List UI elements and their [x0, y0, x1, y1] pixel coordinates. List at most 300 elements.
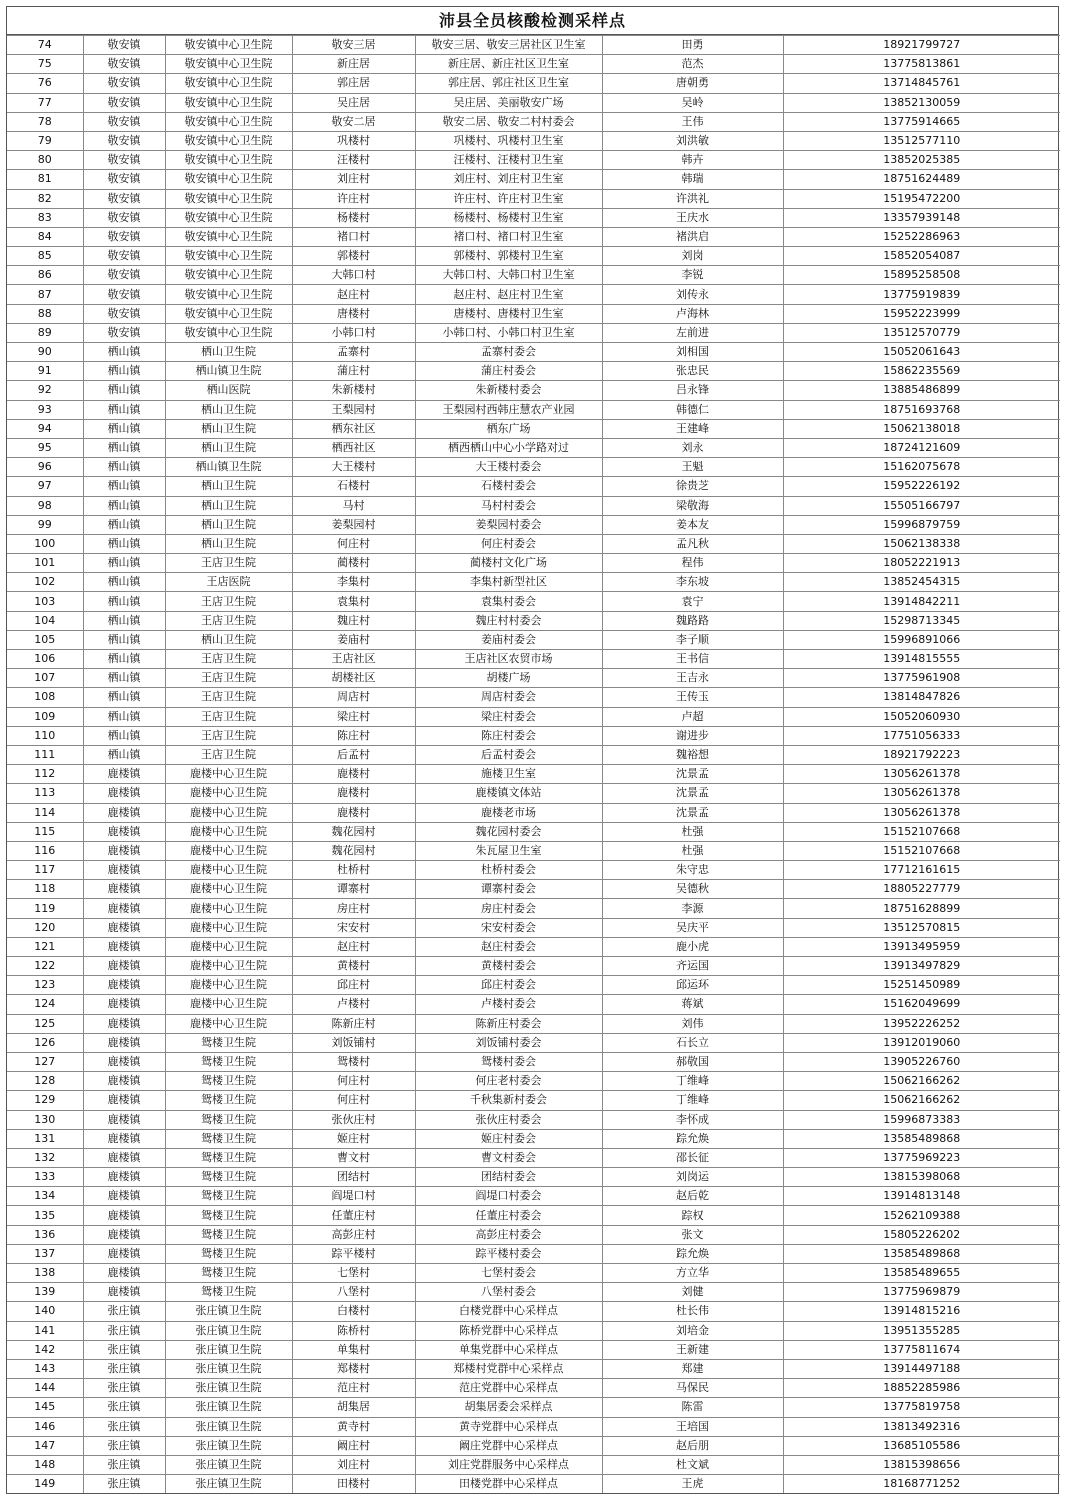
row-number-cell: 91: [7, 362, 83, 381]
sampling-site-cell: 小韩口村、小韩口村卫生室: [415, 323, 602, 342]
town-cell: 鹿楼镇: [83, 841, 165, 860]
sampling-site-cell: 踪平楼村委会: [415, 1244, 602, 1263]
hospital-cell: 鹿楼中心卫生院: [165, 995, 292, 1014]
row-number-cell: 85: [7, 247, 83, 266]
table-row: [7, 362, 1060, 381]
hospital-cell: 栖山卫生院: [165, 515, 292, 534]
contact-person-cell: 张忠民: [602, 362, 783, 381]
table-row: [7, 1052, 1060, 1071]
village-cell: 王店社区: [292, 650, 415, 669]
phone-cell: 13775919839: [783, 285, 1060, 304]
phone-cell: 13905226760: [783, 1052, 1060, 1071]
table-row: [7, 611, 1060, 630]
contact-person-cell: 魏路路: [602, 611, 783, 630]
hospital-cell: 王店卫生院: [165, 726, 292, 745]
town-cell: 鹿楼镇: [83, 1168, 165, 1187]
hospital-cell: 敬安镇中心卫生院: [165, 285, 292, 304]
table-row: [7, 477, 1060, 496]
sampling-site-cell: 姜庙村委会: [415, 630, 602, 649]
town-cell: 敬安镇: [83, 93, 165, 112]
hospital-cell: 鹿楼中心卫生院: [165, 803, 292, 822]
sampling-site-cell: 姜梨园村委会: [415, 515, 602, 534]
row-number-cell: 133: [7, 1168, 83, 1187]
village-cell: 姜庙村: [292, 630, 415, 649]
contact-person-cell: 踪权: [602, 1206, 783, 1225]
contact-person-cell: 刘伟: [602, 1014, 783, 1033]
hospital-cell: 栖山卫生院: [165, 477, 292, 496]
hospital-cell: 敬安镇中心卫生院: [165, 247, 292, 266]
town-cell: 鹿楼镇: [83, 765, 165, 784]
village-cell: 魏花园村: [292, 822, 415, 841]
sampling-site-cell: 谭寨村委会: [415, 880, 602, 899]
hospital-cell: 张庄镇卫生院: [165, 1455, 292, 1474]
town-cell: 鹿楼镇: [83, 1110, 165, 1129]
town-cell: 鹿楼镇: [83, 1225, 165, 1244]
phone-cell: 18168771252: [783, 1475, 1060, 1494]
hospital-cell: 鸳楼卫生院: [165, 1244, 292, 1263]
town-cell: 敬安镇: [83, 189, 165, 208]
phone-cell: 13056261378: [783, 784, 1060, 803]
phone-cell: 15062166262: [783, 1072, 1060, 1091]
contact-person-cell: 沈景孟: [602, 784, 783, 803]
sampling-site-cell: 姬庄村委会: [415, 1129, 602, 1148]
village-cell: 陈庄村: [292, 726, 415, 745]
sampling-site-cell: 孟寨村委会: [415, 343, 602, 362]
contact-person-cell: 王魁: [602, 458, 783, 477]
phone-cell: 13951355285: [783, 1321, 1060, 1340]
village-cell: 吴庄居: [292, 93, 415, 112]
phone-cell: 15852054087: [783, 247, 1060, 266]
phone-cell: 15062166262: [783, 1091, 1060, 1110]
phone-cell: 18052221913: [783, 554, 1060, 573]
table-row: [7, 707, 1060, 726]
sampling-site-cell: 唐楼村、唐楼村卫生室: [415, 304, 602, 323]
hospital-cell: 张庄镇卫生院: [165, 1436, 292, 1455]
hospital-cell: 鸳楼卫生院: [165, 1052, 292, 1071]
village-cell: 蒲庄村: [292, 362, 415, 381]
hospital-cell: 张庄镇卫生院: [165, 1359, 292, 1378]
row-number-cell: 148: [7, 1455, 83, 1474]
village-cell: 周店村: [292, 688, 415, 707]
contact-person-cell: 邱运环: [602, 976, 783, 995]
sampling-site-cell: 朱新楼村委会: [415, 381, 602, 400]
hospital-cell: 鹿楼中心卫生院: [165, 765, 292, 784]
sampling-site-cell: 赵庄村委会: [415, 937, 602, 956]
town-cell: 栖山镇: [83, 630, 165, 649]
table-row: [7, 1033, 1060, 1052]
contact-person-cell: 韩瑞: [602, 170, 783, 189]
sampling-site-cell: 许庄村、许庄村卫生室: [415, 189, 602, 208]
town-cell: 鹿楼镇: [83, 1206, 165, 1225]
village-cell: 田楼村: [292, 1475, 415, 1494]
hospital-cell: 敬安镇中心卫生院: [165, 55, 292, 74]
row-number-cell: 127: [7, 1052, 83, 1071]
contact-person-cell: 徐贵芝: [602, 477, 783, 496]
village-cell: 巩楼村: [292, 131, 415, 150]
hospital-cell: 敬安镇中心卫生院: [165, 131, 292, 150]
village-cell: 胡楼社区: [292, 669, 415, 688]
hospital-cell: 鹿楼中心卫生院: [165, 957, 292, 976]
hospital-cell: 鹿楼中心卫生院: [165, 822, 292, 841]
phone-cell: 15195472200: [783, 189, 1060, 208]
phone-cell: 18751693768: [783, 400, 1060, 419]
contact-person-cell: 卢超: [602, 707, 783, 726]
contact-person-cell: 梁敬海: [602, 496, 783, 515]
hospital-cell: 王店卫生院: [165, 745, 292, 764]
phone-cell: 15152107668: [783, 841, 1060, 860]
table-row: [7, 208, 1060, 227]
village-cell: 邱庄村: [292, 976, 415, 995]
row-number-cell: 94: [7, 419, 83, 438]
contact-person-cell: 唐朝勇: [602, 74, 783, 93]
row-number-cell: 80: [7, 151, 83, 170]
phone-cell: 15062138338: [783, 534, 1060, 553]
phone-cell: 15262109388: [783, 1206, 1060, 1225]
hospital-cell: 王店医院: [165, 573, 292, 592]
sampling-site-cell: 王梨园村西韩庄慧农产业园: [415, 400, 602, 419]
contact-person-cell: 张文: [602, 1225, 783, 1244]
sampling-site-cell: 团结村委会: [415, 1168, 602, 1187]
village-cell: 鸳楼村: [292, 1052, 415, 1071]
table-row: [7, 170, 1060, 189]
hospital-cell: 鹿楼中心卫生院: [165, 899, 292, 918]
sampling-site-cell: 大韩口村、大韩口村卫生室: [415, 266, 602, 285]
hospital-cell: 敬安镇中心卫生院: [165, 151, 292, 170]
phone-cell: 18751624489: [783, 170, 1060, 189]
table-row: [7, 1072, 1060, 1091]
sampling-site-cell: 施楼卫生室: [415, 765, 602, 784]
town-cell: 鹿楼镇: [83, 1033, 165, 1052]
hospital-cell: 栖山卫生院: [165, 496, 292, 515]
phone-cell: 15996873383: [783, 1110, 1060, 1129]
town-cell: 鹿楼镇: [83, 976, 165, 995]
phone-cell: 13775811674: [783, 1340, 1060, 1359]
hospital-cell: 鸳楼卫生院: [165, 1283, 292, 1302]
contact-person-cell: 刘传永: [602, 285, 783, 304]
phone-cell: 13775969223: [783, 1148, 1060, 1167]
village-cell: 曹文村: [292, 1148, 415, 1167]
row-number-cell: 118: [7, 880, 83, 899]
row-number-cell: 141: [7, 1321, 83, 1340]
village-cell: 白楼村: [292, 1302, 415, 1321]
contact-person-cell: 王新建: [602, 1340, 783, 1359]
table-row: [7, 36, 1060, 55]
contact-person-cell: 杜强: [602, 841, 783, 860]
phone-cell: 18751628899: [783, 899, 1060, 918]
village-cell: 魏花园村: [292, 841, 415, 860]
sampling-site-cell: 单集党群中心采样点: [415, 1340, 602, 1359]
row-number-cell: 102: [7, 573, 83, 592]
phone-cell: 15062138018: [783, 419, 1060, 438]
town-cell: 栖山镇: [83, 726, 165, 745]
table-row: [7, 227, 1060, 246]
contact-person-cell: 刘洪敏: [602, 131, 783, 150]
row-number-cell: 87: [7, 285, 83, 304]
sampling-site-cell: 杜桥村委会: [415, 861, 602, 880]
row-number-cell: 95: [7, 438, 83, 457]
phone-cell: 13512570779: [783, 323, 1060, 342]
phone-cell: 18852285986: [783, 1379, 1060, 1398]
town-cell: 鹿楼镇: [83, 861, 165, 880]
village-cell: 赵庄村: [292, 285, 415, 304]
sampling-site-cell: 陈庄村委会: [415, 726, 602, 745]
town-cell: 栖山镇: [83, 573, 165, 592]
hospital-cell: 鹿楼中心卫生院: [165, 861, 292, 880]
contact-person-cell: 刘永: [602, 438, 783, 457]
table-row: [7, 861, 1060, 880]
phone-cell: 13056261378: [783, 765, 1060, 784]
hospital-cell: 张庄镇卫生院: [165, 1302, 292, 1321]
table-row: [7, 515, 1060, 534]
sampling-site-cell: 曹文村委会: [415, 1148, 602, 1167]
contact-person-cell: 李东坡: [602, 573, 783, 592]
row-number-cell: 83: [7, 208, 83, 227]
village-cell: 敬安三居: [292, 36, 415, 55]
table-row: [7, 1379, 1060, 1398]
contact-person-cell: 沈景孟: [602, 765, 783, 784]
table-row: [7, 1187, 1060, 1206]
sampling-site-cell: 阎堤口村委会: [415, 1187, 602, 1206]
village-cell: 张伙庄村: [292, 1110, 415, 1129]
village-cell: 何庄村: [292, 1091, 415, 1110]
sampling-site-cell: 后孟村委会: [415, 745, 602, 764]
table-row: [7, 554, 1060, 573]
hospital-cell: 鸳楼卫生院: [165, 1148, 292, 1167]
row-number-cell: 103: [7, 592, 83, 611]
row-number-cell: 126: [7, 1033, 83, 1052]
sampling-site-cell: 鹿楼老市场: [415, 803, 602, 822]
table-row: [7, 995, 1060, 1014]
table-row: [7, 765, 1060, 784]
sampling-site-cell: 褚口村、褚口村卫生室: [415, 227, 602, 246]
table-row: [7, 304, 1060, 323]
table-row: [7, 1225, 1060, 1244]
hospital-cell: 鸳楼卫生院: [165, 1033, 292, 1052]
town-cell: 张庄镇: [83, 1417, 165, 1436]
village-cell: 蔺楼村: [292, 554, 415, 573]
table-row: [7, 669, 1060, 688]
contact-person-cell: 踪允焕: [602, 1129, 783, 1148]
village-cell: 任董庄村: [292, 1206, 415, 1225]
village-cell: 敬安二居: [292, 112, 415, 131]
contact-person-cell: 王伟: [602, 112, 783, 131]
table-row: [7, 400, 1060, 419]
sampling-site-cell: 鹿楼镇文体站: [415, 784, 602, 803]
village-cell: 何庄村: [292, 1072, 415, 1091]
town-cell: 敬安镇: [83, 285, 165, 304]
contact-person-cell: 姜本友: [602, 515, 783, 534]
sampling-site-cell: 刘庄村、刘庄村卫生室: [415, 170, 602, 189]
town-cell: 栖山镇: [83, 650, 165, 669]
phone-cell: 15996891066: [783, 630, 1060, 649]
village-cell: 汪楼村: [292, 151, 415, 170]
town-cell: 张庄镇: [83, 1359, 165, 1378]
village-cell: 郭楼村: [292, 247, 415, 266]
table-row: [7, 247, 1060, 266]
table-row: [7, 650, 1060, 669]
contact-person-cell: 刘岗: [602, 247, 783, 266]
sampling-site-cell: 胡楼广场: [415, 669, 602, 688]
sampling-site-cell: 田楼党群中心采样点: [415, 1475, 602, 1494]
town-cell: 张庄镇: [83, 1455, 165, 1474]
phone-cell: 13914497188: [783, 1359, 1060, 1378]
town-cell: 敬安镇: [83, 170, 165, 189]
village-cell: 郭庄居: [292, 74, 415, 93]
village-cell: 鹿楼村: [292, 803, 415, 822]
village-cell: 小韩口村: [292, 323, 415, 342]
village-cell: 黄楼村: [292, 957, 415, 976]
town-cell: 敬安镇: [83, 36, 165, 55]
town-cell: 栖山镇: [83, 438, 165, 457]
row-number-cell: 112: [7, 765, 83, 784]
row-number-cell: 110: [7, 726, 83, 745]
phone-cell: 13952226252: [783, 1014, 1060, 1033]
row-number-cell: 82: [7, 189, 83, 208]
town-cell: 栖山镇: [83, 419, 165, 438]
village-cell: 姜梨园村: [292, 515, 415, 534]
sampling-site-cell: 七堡村委会: [415, 1264, 602, 1283]
row-number-cell: 149: [7, 1475, 83, 1494]
hospital-cell: 张庄镇卫生院: [165, 1398, 292, 1417]
phone-cell: 13775969879: [783, 1283, 1060, 1302]
table-row: [7, 937, 1060, 956]
town-cell: 敬安镇: [83, 131, 165, 150]
contact-person-cell: 刘岗运: [602, 1168, 783, 1187]
phone-cell: 15805226202: [783, 1225, 1060, 1244]
sampling-site-cell: 鸳楼村委会: [415, 1052, 602, 1071]
hospital-cell: 鸳楼卫生院: [165, 1072, 292, 1091]
row-number-cell: 125: [7, 1014, 83, 1033]
row-number-cell: 142: [7, 1340, 83, 1359]
town-cell: 张庄镇: [83, 1302, 165, 1321]
sampling-site-cell: 周店村委会: [415, 688, 602, 707]
row-number-cell: 137: [7, 1244, 83, 1263]
row-number-cell: 106: [7, 650, 83, 669]
contact-person-cell: 王书信: [602, 650, 783, 669]
row-number-cell: 135: [7, 1206, 83, 1225]
row-number-cell: 139: [7, 1283, 83, 1302]
contact-person-cell: 王传玉: [602, 688, 783, 707]
hospital-cell: 王店卫生院: [165, 669, 292, 688]
phone-cell: 13914815216: [783, 1302, 1060, 1321]
phone-cell: 15162049699: [783, 995, 1060, 1014]
village-cell: 后孟村: [292, 745, 415, 764]
sampling-site-cell: 袁集村委会: [415, 592, 602, 611]
phone-cell: 13714845761: [783, 74, 1060, 93]
town-cell: 鹿楼镇: [83, 1072, 165, 1091]
sampling-site-cell: 千秋集新村委会: [415, 1091, 602, 1110]
village-cell: 朱新楼村: [292, 381, 415, 400]
phone-cell: 18921799727: [783, 36, 1060, 55]
sampling-site-cell: 陈新庄村委会: [415, 1014, 602, 1033]
phone-cell: 13913495959: [783, 937, 1060, 956]
hospital-cell: 鸳楼卫生院: [165, 1091, 292, 1110]
village-cell: 李集村: [292, 573, 415, 592]
contact-person-cell: 谢进步: [602, 726, 783, 745]
contact-person-cell: 邵长征: [602, 1148, 783, 1167]
village-cell: 孟寨村: [292, 343, 415, 362]
row-number-cell: 113: [7, 784, 83, 803]
sampling-site-cell: 魏花园村委会: [415, 822, 602, 841]
row-number-cell: 96: [7, 458, 83, 477]
town-cell: 张庄镇: [83, 1475, 165, 1494]
town-cell: 栖山镇: [83, 669, 165, 688]
sampling-site-cell: 范庄党群中心采样点: [415, 1379, 602, 1398]
hospital-cell: 栖山卫生院: [165, 400, 292, 419]
hospital-cell: 鹿楼中心卫生院: [165, 1014, 292, 1033]
row-number-cell: 143: [7, 1359, 83, 1378]
sampling-site-cell: 新庄居、新庄社区卫生室: [415, 55, 602, 74]
table-row: [7, 381, 1060, 400]
sampling-site-cell: 梁庄村委会: [415, 707, 602, 726]
hospital-cell: 鸳楼卫生院: [165, 1129, 292, 1148]
village-cell: 王梨园村: [292, 400, 415, 419]
hospital-cell: 敬安镇中心卫生院: [165, 74, 292, 93]
row-number-cell: 78: [7, 112, 83, 131]
town-cell: 张庄镇: [83, 1379, 165, 1398]
phone-cell: 13813492316: [783, 1417, 1060, 1436]
phone-cell: 15252286963: [783, 227, 1060, 246]
sampling-site-cell: 杨楼村、杨楼村卫生室: [415, 208, 602, 227]
phone-cell: 13852025385: [783, 151, 1060, 170]
sampling-site-cell: 魏庄村村委会: [415, 611, 602, 630]
contact-person-cell: 蒋斌: [602, 995, 783, 1014]
phone-cell: 15895258508: [783, 266, 1060, 285]
hospital-cell: 王店卫生院: [165, 650, 292, 669]
sampling-site-cell: 阚庄党群中心采样点: [415, 1436, 602, 1455]
table-row: [7, 1340, 1060, 1359]
row-number-cell: 140: [7, 1302, 83, 1321]
phone-cell: 13912019060: [783, 1033, 1060, 1052]
phone-cell: 13685105586: [783, 1436, 1060, 1455]
sampling-site-cell: 蔺楼村文化广场: [415, 554, 602, 573]
row-number-cell: 108: [7, 688, 83, 707]
table-row: [7, 458, 1060, 477]
sampling-site-cell: 李集村新型社区: [415, 573, 602, 592]
hospital-cell: 栖山卫生院: [165, 419, 292, 438]
village-cell: 大韩口村: [292, 266, 415, 285]
sampling-site-cell: 栖东广场: [415, 419, 602, 438]
village-cell: 褚口村: [292, 227, 415, 246]
table-row: [7, 1168, 1060, 1187]
phone-cell: 15152107668: [783, 822, 1060, 841]
village-cell: 石楼村: [292, 477, 415, 496]
table-row: [7, 1110, 1060, 1129]
contact-person-cell: 方立华: [602, 1264, 783, 1283]
table-row: [7, 151, 1060, 170]
row-number-cell: 147: [7, 1436, 83, 1455]
hospital-cell: 王店卫生院: [165, 554, 292, 573]
town-cell: 敬安镇: [83, 55, 165, 74]
sampling-site-cell: 敬安二居、敬安二村村委会: [415, 112, 602, 131]
contact-person-cell: 孟凡秋: [602, 534, 783, 553]
village-cell: 高彭庄村: [292, 1225, 415, 1244]
phone-cell: 15251450989: [783, 976, 1060, 995]
village-cell: 刘庄村: [292, 1455, 415, 1474]
village-cell: 许庄村: [292, 189, 415, 208]
table-row: [7, 976, 1060, 995]
row-number-cell: 128: [7, 1072, 83, 1091]
row-number-cell: 146: [7, 1417, 83, 1436]
contact-person-cell: 王庆水: [602, 208, 783, 227]
table-row: [7, 1436, 1060, 1455]
table-row: [7, 745, 1060, 764]
village-cell: 栖东社区: [292, 419, 415, 438]
row-number-cell: 86: [7, 266, 83, 285]
table-row: [7, 55, 1060, 74]
phone-cell: 13775961908: [783, 669, 1060, 688]
hospital-cell: 张庄镇卫生院: [165, 1379, 292, 1398]
